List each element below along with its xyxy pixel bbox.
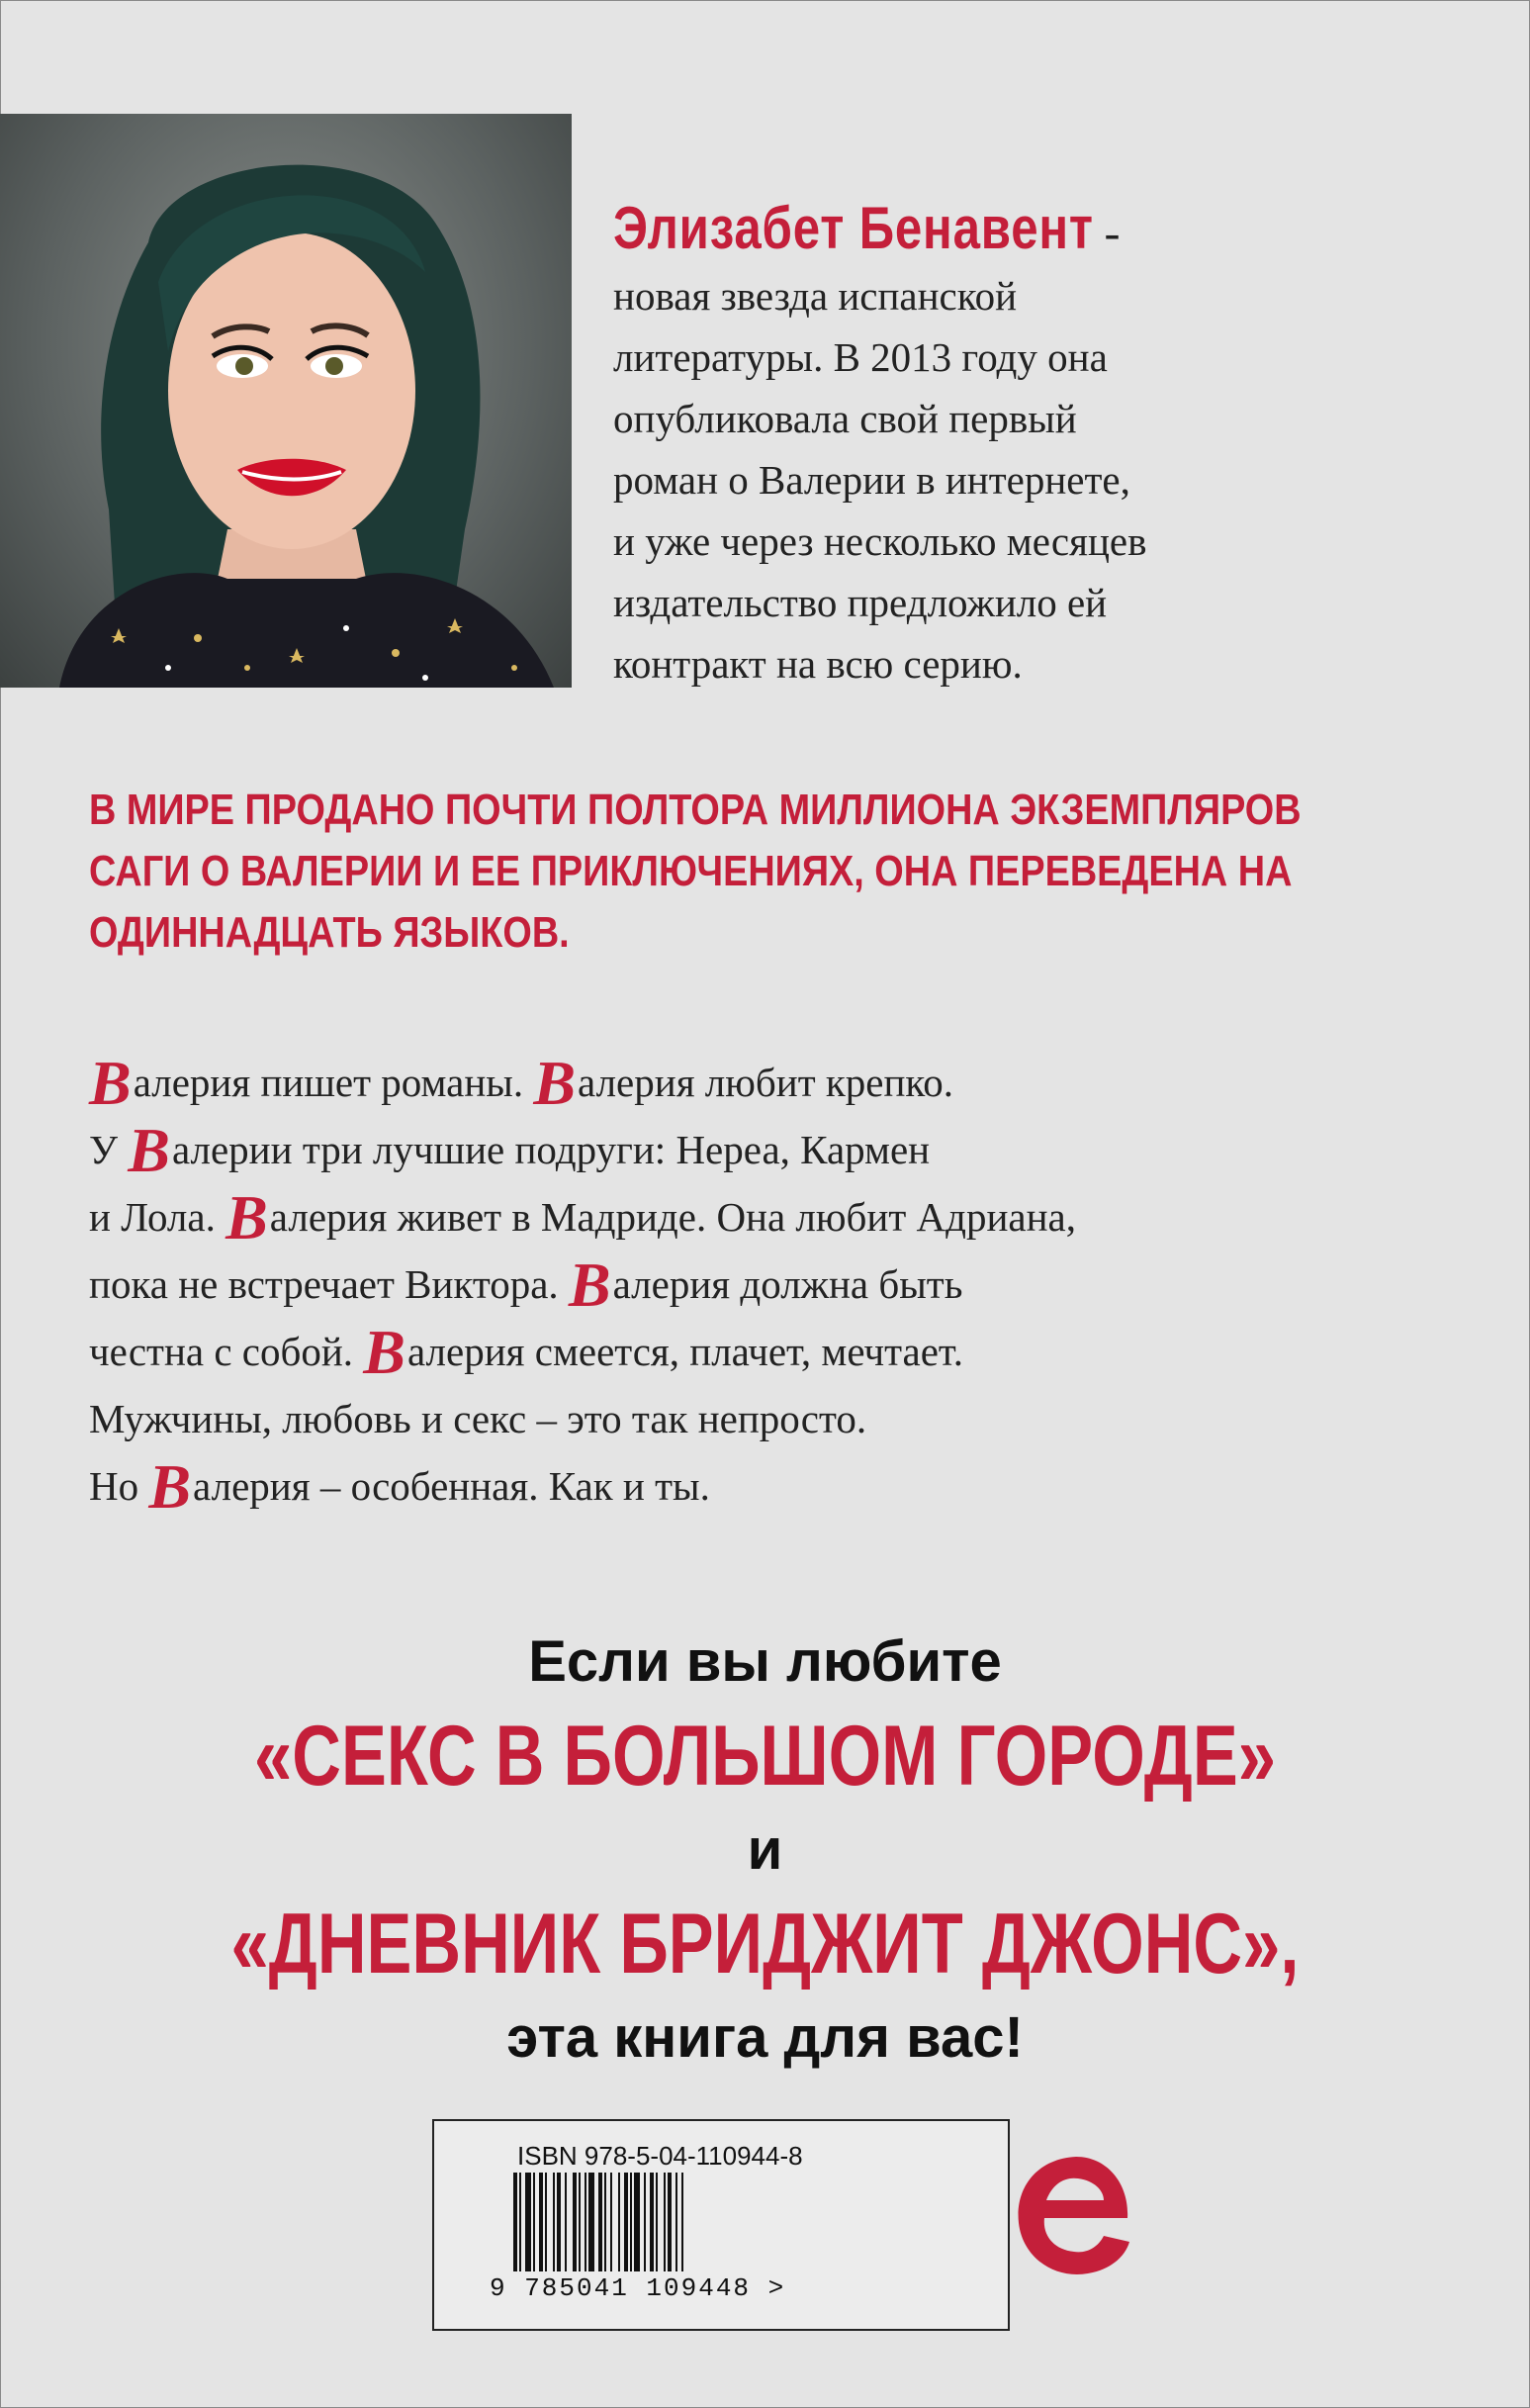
barcode-bar: [630, 2173, 632, 2271]
stats-line: ОДИННАДЦАТЬ ЯЗЫКОВ.: [89, 908, 570, 957]
barcode-bar: [610, 2173, 612, 2271]
drop-cap: В: [225, 1182, 268, 1252]
bio-line: опубликовала свой первый: [613, 396, 1077, 441]
publisher-logo-icon: [1007, 2149, 1135, 2292]
story-text: пока не встречает Виктора.: [89, 1261, 569, 1307]
author-bio: [613, 194, 1404, 695]
barcode-bar: [644, 2173, 646, 2271]
story-line: [89, 1049, 1474, 1116]
promo-line: эта книга для вас!: [506, 2005, 1024, 2070]
story-line: [89, 1385, 1474, 1452]
story-line: [89, 1116, 1474, 1183]
barcode-bar: [565, 2173, 567, 2271]
stats-line: САГИ О ВАЛЕРИИ И ЕЕ ПРИКЛЮЧЕНИЯХ, ОНА ПЕРЕВЕДЕНА НА: [89, 847, 1293, 895]
barcode-digits: 9 785041 109448 >: [490, 2273, 786, 2303]
barcode-bar: [585, 2173, 586, 2271]
bio-line: и уже через несколько месяцев: [613, 518, 1147, 564]
bio-line: роман о Валерии в интернете,: [613, 457, 1130, 503]
barcode-bar: [681, 2173, 683, 2271]
promo-title: «СЕКС В БОЛЬШОМ ГОРОДЕ»: [254, 1709, 1276, 1804]
drop-cap: В: [533, 1048, 577, 1118]
story-text: Но: [89, 1463, 149, 1509]
story-text: Мужчины, любовь и секс – это так непросто.: [89, 1396, 867, 1441]
barcode-bar: [656, 2173, 658, 2271]
author-name: Элизабет Бенавент: [613, 195, 1094, 261]
barcode-panel: [432, 2119, 1010, 2331]
barcode-bar: [604, 2173, 606, 2271]
barcode-bar: [533, 2173, 535, 2271]
promo-line: и: [747, 1817, 783, 1882]
sales-statement: [89, 780, 1474, 964]
barcode-bar: [624, 2173, 628, 2271]
drop-cap: В: [148, 1451, 192, 1522]
barcode-bar: [650, 2173, 654, 2271]
bio-line: издательство предложило ей: [613, 580, 1108, 625]
story-text: алерия смеется, плачет, мечтает.: [406, 1329, 964, 1374]
promo-line: Если вы любите: [528, 1629, 1002, 1694]
barcode-bar: [545, 2173, 547, 2271]
barcode-bar: [634, 2173, 640, 2271]
barcode-bar: [588, 2173, 594, 2271]
stats-line: В МИРЕ ПРОДАНО ПОЧТИ ПОЛТОРА МИЛЛИОНА ЭКЗЕМПЛЯРОВ: [89, 786, 1302, 834]
barcode-bar: [557, 2173, 561, 2271]
story-text: и Лола.: [89, 1194, 226, 1240]
bio-line: контракт на всю серию.: [613, 641, 1023, 687]
barcode-bar: [513, 2173, 517, 2271]
bio-line: новая звезда испанской: [613, 273, 1018, 319]
bio-line: литературы. В 2013 году она: [613, 334, 1108, 380]
story-text: алерия – особенная. Как и ты.: [193, 1463, 710, 1509]
story-text: алерия должна быть: [612, 1261, 963, 1307]
barcode-bar: [675, 2173, 677, 2271]
story-blurb: [89, 1049, 1474, 1520]
barcode-bar: [579, 2173, 581, 2271]
barcode-bar: [664, 2173, 666, 2271]
barcode-bar: [539, 2173, 543, 2271]
promo-title: «ДНЕВНИК БРИДЖИТ ДЖОНС»,: [230, 1897, 1300, 1991]
drop-cap: В: [89, 1048, 132, 1118]
promo-block: [0, 1622, 1530, 2078]
drop-cap: В: [568, 1250, 611, 1320]
author-photo: [0, 114, 572, 688]
story-line: [89, 1318, 1474, 1385]
story-text: алерии три лучшие подруги: Нереа, Кармен: [171, 1127, 931, 1172]
barcode-bar: [525, 2173, 531, 2271]
barcode-bar: [553, 2173, 555, 2271]
story-line: [89, 1250, 1474, 1318]
story-text: У: [89, 1127, 129, 1172]
barcode-bar: [598, 2173, 602, 2271]
author-dash: -: [1104, 207, 1121, 259]
story-line: [89, 1452, 1474, 1520]
barcode: [513, 2173, 850, 2271]
barcode-bar: [668, 2173, 672, 2271]
drop-cap: В: [128, 1115, 170, 1185]
story-text: алерия пишет романы.: [133, 1060, 534, 1105]
barcode-bar: [573, 2173, 577, 2271]
story-text: алерия живет в Мадриде. Она любит Адриана,: [269, 1194, 1076, 1240]
story-text: честна с собой.: [89, 1329, 364, 1374]
story-line: [89, 1183, 1474, 1250]
isbn-label: ISBN 978-5-04-110944-8: [517, 2141, 803, 2171]
barcode-bar: [519, 2173, 521, 2271]
drop-cap: В: [363, 1317, 405, 1387]
barcode-bar: [618, 2173, 620, 2271]
story-text: алерия любит крепко.: [578, 1060, 954, 1105]
